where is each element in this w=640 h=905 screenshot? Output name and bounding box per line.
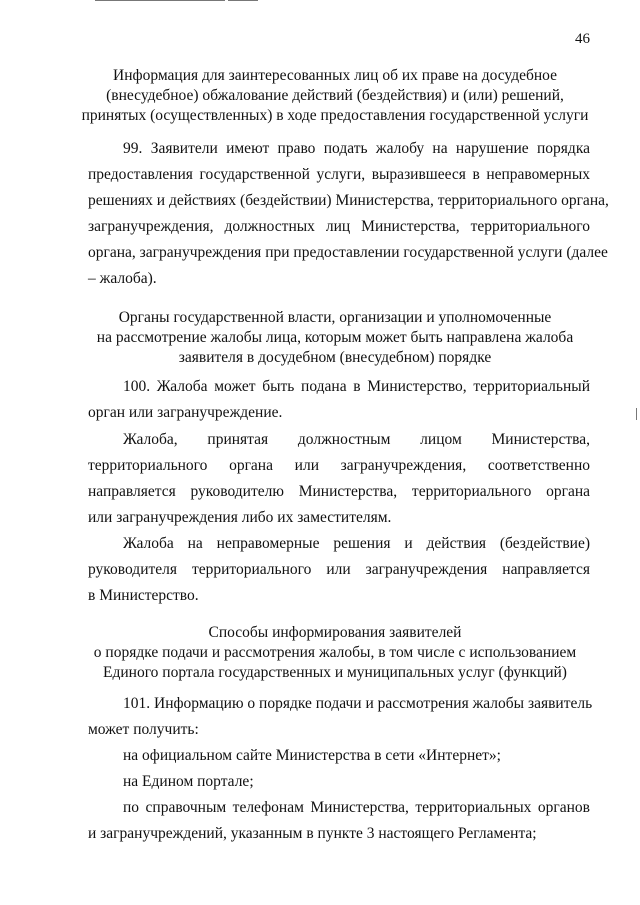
heading-line: (внесудебное) обжалование действий (бездействия) и (или) решений, <box>106 87 564 104</box>
scan-edge-mark-top-right <box>228 0 258 1</box>
text-line: Жалоба на неправомерные решения и действия (бездействие) <box>123 535 590 552</box>
text-line: направляется руководителю Министерства, территориального органа <box>88 483 590 500</box>
scan-edge-mark-top <box>95 0 225 1</box>
paragraph-99 <box>88 136 609 292</box>
text-line: в Министерство. <box>88 587 199 604</box>
paragraph-100-complaint-routing <box>88 427 590 531</box>
page-number: 46 <box>575 31 590 47</box>
text-line: руководителя территориального или загранучреждения направляется <box>88 561 590 578</box>
scan-edge-mark-right <box>636 408 637 420</box>
paragraph-101 <box>88 691 593 847</box>
text-line: или загранучреждения либо их заместителям. <box>88 509 392 526</box>
heading-line: о порядке подачи и рассмотрения жалобы, в том числе с использованием <box>93 644 577 661</box>
section-heading-authorities <box>80 308 590 368</box>
text-line: территориального органа или загранучреждения, соответственно <box>88 457 590 474</box>
heading-line: Органы государственной власти, организации и уполномоченные <box>118 309 552 326</box>
text-line: – жалоба). <box>88 270 157 287</box>
list-item-portal: на Едином портале; <box>123 773 254 790</box>
text-line: предоставления государственной услуги, выразившееся в неправомерных <box>88 166 590 183</box>
text-line: может получить: <box>88 721 199 738</box>
heading-line: Информация для заинтересованных лиц об их праве на досудебное <box>113 67 557 84</box>
paragraph-100 <box>88 374 590 426</box>
section-heading-informing <box>80 623 590 683</box>
list-item-website: на официальном сайте Министерства в сети «Интернет»; <box>123 747 501 764</box>
text-line: Жалоба, принятая должностным лицом Министерства, <box>123 431 590 448</box>
heading-line: Единого портала государственных и муниципальных услуг (функций) <box>103 664 567 681</box>
paragraph-100-head-complaint <box>88 531 590 609</box>
text-line: орган или загранучреждение. <box>88 404 283 421</box>
heading-line: принятых (осуществленных) в ходе предоставления государственной услуги <box>81 107 589 124</box>
text-line: решениях и действиях (бездействии) Министерства, территориального органа, <box>88 192 609 209</box>
heading-line: Способы информирования заявителей <box>208 624 462 641</box>
text-line: 99. Заявители имеют право подать жалобу на нарушение порядка <box>123 140 590 157</box>
text-line: загранучреждения, должностных лиц Министерства, территориального <box>88 218 590 235</box>
list-item-phones: по справочным телефонам Министерства, территориальных органов <box>123 799 590 816</box>
section-heading-appeal-rights <box>80 66 590 126</box>
text-line: органа, загранучреждения при предоставлении государственной услуги (далее <box>88 244 608 261</box>
text-line: и загранучреждений, указанным в пункте 3 настоящего Регламента; <box>88 825 537 842</box>
text-line: 100. Жалоба может быть подана в Министерство, территориальный <box>123 378 590 395</box>
heading-line: на рассмотрение жалобы лица, которым может быть направлена жалоба <box>96 329 574 346</box>
heading-line: заявителя в досудебном (внесудебном) порядке <box>178 349 492 366</box>
text-line: 101. Информацию о порядке подачи и рассмотрения жалобы заявитель <box>123 695 593 712</box>
